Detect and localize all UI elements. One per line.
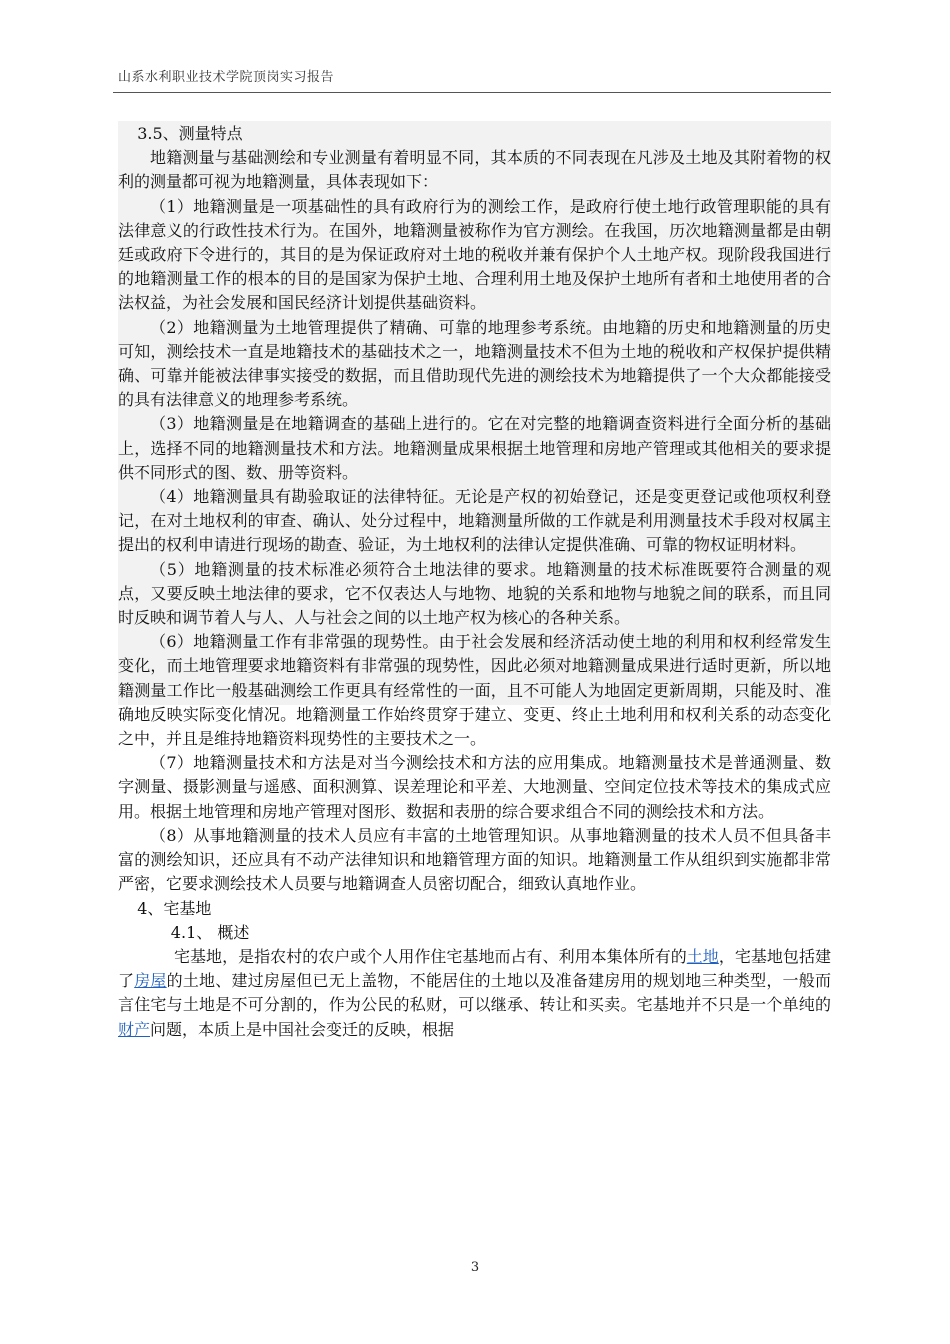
page-number: 3 xyxy=(470,1260,480,1275)
section-heading-3-5: 3.5、测量特点 xyxy=(137,124,243,143)
homestead-paragraph xyxy=(118,945,831,1042)
header-rule xyxy=(113,92,831,93)
feature-item-5: （5）地籍测量的技术标准必须符合土地法律的要求。地籍测量的技术标准既要符合测量的观点，又要反映土地法律的要求，它不仅表达人与地物、地貌的关系和地物与地貌之间的联系，而且同时反映和调节着人与人、人与社会之间的以土地产权为核心的各种关系。 xyxy=(118,559,831,628)
paragraph-text-3: 的土地、建过房屋但已无上盖物，不能居住的土地以及准备建房用的规划地三种类型，一般而言住宅与土地是不可分割的，作为公民的私财，可以继承、转让和买卖。宅基地并不只是一个单纯的 xyxy=(118,971,831,1015)
feature-item-2: （2）地籍测量为土地管理提供了精确、可靠的地理参考系统。由地籍的历史和地籍测量的历史可知，测绘技术一直是地籍技术的基础技术之一，地籍测量技术不但为土地的税收和产权保护提供精确、可靠并能被法律事实接受的数据，而且借助现代先进的测绘技术为地籍提供了一个大众都能接受的具有法律意义的地理参考系统。 xyxy=(118,317,831,410)
feature-item-7: （7）地籍测量技术和方法是对当今测绘技术和方法的应用集成。地籍测量技术是普通测量、数字测量、摄影测量与遥感、面积测算、误差理论和平差、大地测量、空间定位技术等技术的集成式应用。根据土地管理和房地产管理对图形、数据和表册的综合要求组合不同的测绘技术和方法。 xyxy=(118,753,831,821)
link-house[interactable]: 房屋 xyxy=(134,971,167,991)
feature-item-4: （4）地籍测量具有勘验取证的法律特征。无论是产权的初始登记，还是变更登记或他项权利登记，在对土地权利的审查、确认、处分过程中，地籍测量所做的工作就是利用测量技术手段对权属主提出的权利申请进行现场的勘查、验证，为土地权利的法律认定提供准确、可靠的物权证明材料。 xyxy=(118,487,831,555)
feature-item-3: （3）地籍测量是在地籍调查的基础上进行的。它在对完整的地籍调查资料进行全面分析的基础上，选择不同的地籍测量技术和方法。地籍测量成果根据土地管理和房地产管理或其他相关的要求提供不同形式的图、数、册等资料。 xyxy=(118,414,831,482)
paragraph-text-1: 宅基地，是指农村的农户或个人用作住宅基地而占有、利用本集体所有的 xyxy=(174,946,687,966)
feature-item-8: （8）从事地籍测量的技术人员应有丰富的土地管理知识。从事地籍测量的技术人员不但具备丰富的测绘知识，还应具有不动产法律知识和地籍管理方面的知识。地籍测量工作从组织到实施都非常严密，它要求测绘技术人员要与地籍调查人员密切配合，细致认真地作业。 xyxy=(118,825,831,894)
link-property[interactable]: 财产 xyxy=(118,1019,151,1039)
page-header: 山系水利职业技术学院顶岗实习报告 xyxy=(118,70,335,85)
link-land[interactable]: 土地 xyxy=(686,946,719,966)
document-body xyxy=(118,122,831,1042)
section-intro: 地籍测量与基础测绘和专业测量有着明显不同，其本质的不同表现在凡涉及土地及其附着物的权利的测量都可视为地籍测量，具体表现如下： xyxy=(118,148,831,192)
paragraph-text-2: ，宅基地包括建了 xyxy=(118,946,831,991)
section-heading-4: 4、宅基地 xyxy=(137,898,212,918)
subsection-heading-4-1: 4.1、 概述 xyxy=(170,922,250,942)
paragraph-text-4: 问题，本质上是中国社会变迁的反映，根据 xyxy=(150,1019,455,1039)
feature-item-1: （1）地籍测量是一项基础性的具有政府行为的测绘工作，是政府行使土地行政管理职能的具有法律意义的行政性技术行为。在国外，地籍测量被称作为官方测绘。在我国，历次地籍测量都是由朝廷或政府下令进行的，其目的是为保证政府对土地的税收并兼有保护个人土地产权。现阶段我国进行的地籍测量工作的根本的目的是国家为保护土地、合理利用土地及保护土地所有者和土地使用者的合法权益，为社会发展和国民经济计划提供基础资料。 xyxy=(118,196,831,313)
feature-item-6: （6）地籍测量工作有非常强的现势性。由于社会发展和经济活动使土地的利用和权利经常发生变化，而土地管理要求地籍资料有非常强的现势性，因此必须对地籍测量成果进行适时更新，所以地籍测量工作比一般基础测绘工作更具有经常性的一面，且不可能人为地固定更新周期，只能及时、准确地反映实际变化情况。地籍测量工作始终贯穿于建立、变更、终止土地利用和权利关系的动态变化之中，并且是维持地籍资料现势性的主要技术之一。 xyxy=(118,632,831,749)
